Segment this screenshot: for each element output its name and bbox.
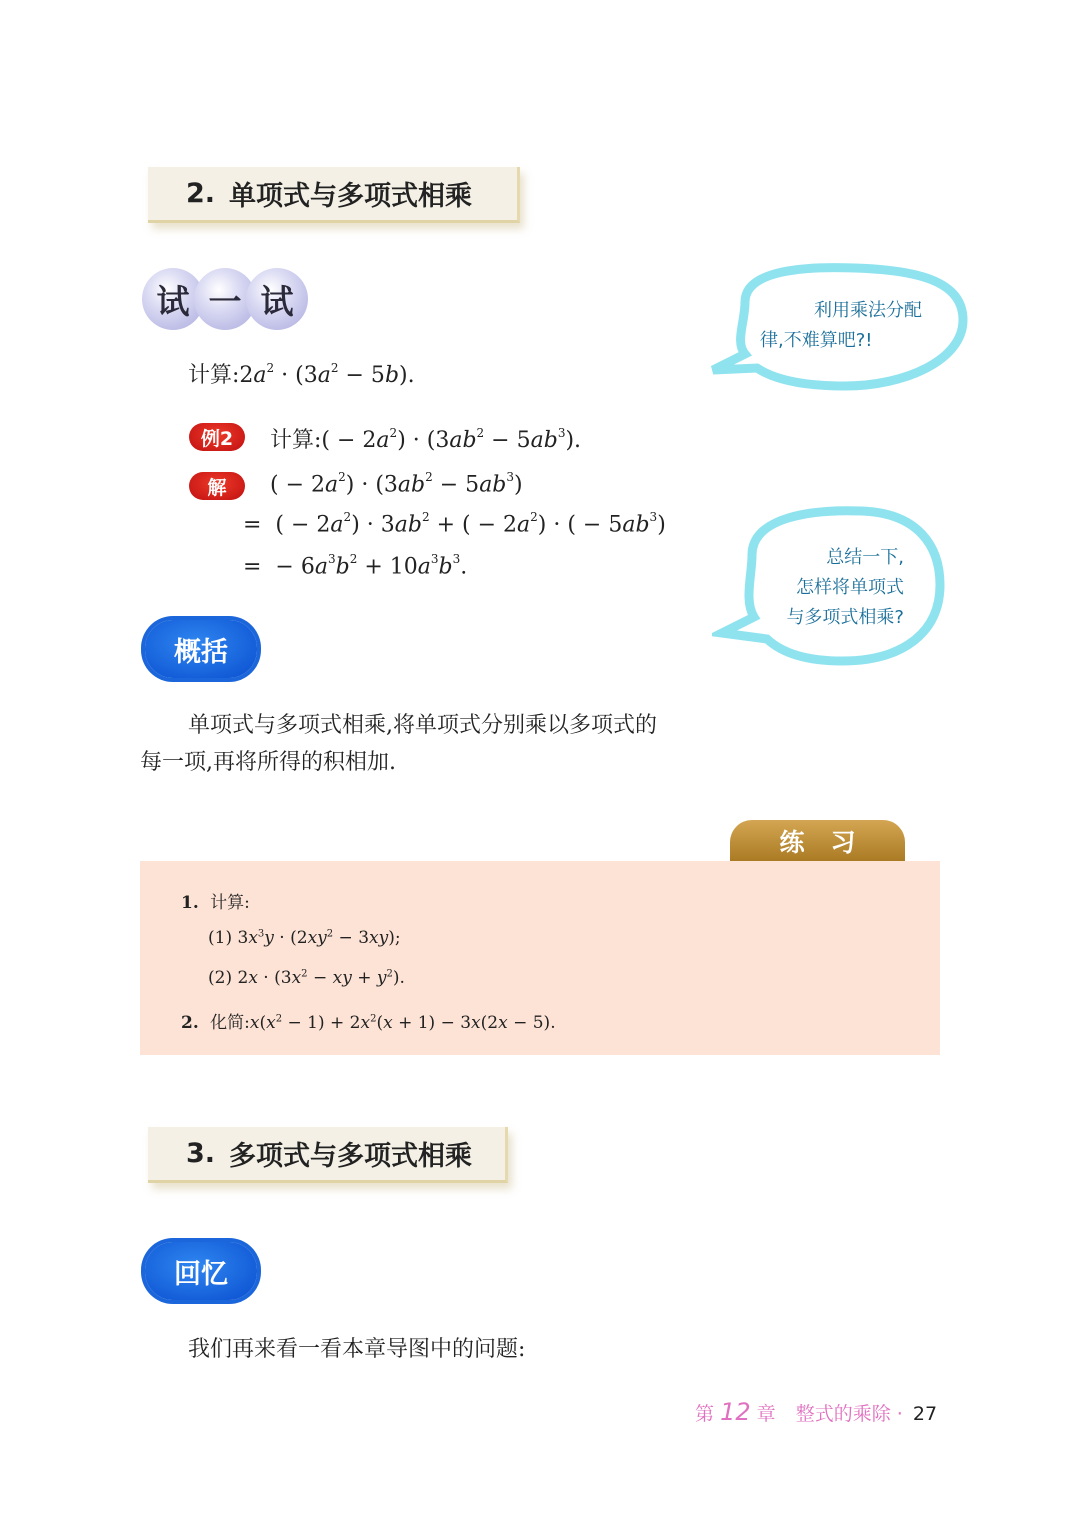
chapter-prefix: 第 bbox=[695, 1403, 715, 1425]
example-badge: 例2 bbox=[189, 423, 245, 451]
example-expression: 计算:( − $2a^2) \cdot (3ab^2 - 5ab^3)$. bbox=[270, 425, 582, 453]
summary-line-1: 单项式与多项式相乘,将单项式分别乘以多项式的 bbox=[188, 713, 657, 738]
solution-badge: 解 bbox=[189, 472, 245, 500]
practice-q1-part1: (1) $3x^3y \cdot (2xy^2 - 3xy)$; bbox=[208, 928, 401, 948]
bubble-1-text bbox=[740, 296, 922, 356]
practice-tab: 练习 bbox=[730, 820, 905, 862]
solution-line-1: ( − $2a^2) \cdot (3ab^2 - 5ab^3)$ bbox=[270, 470, 523, 498]
summary-badge: 概括 bbox=[145, 620, 257, 678]
practice-q1 bbox=[181, 888, 250, 913]
bubble-line: 总结一下, bbox=[826, 547, 904, 568]
solution-line-2: = ( − $2a^2) \cdot 3ab^2$ + ( − $2a^2$) · ( − $5ab^3$) bbox=[243, 510, 666, 538]
chapter-title: 整式的乘除 bbox=[795, 1403, 891, 1425]
bubble-line: 律,不难算吧?! bbox=[760, 330, 873, 351]
section-title: 单项式与多项式相乘 bbox=[229, 181, 473, 212]
section-2-heading bbox=[148, 167, 520, 223]
section-number: 3. bbox=[186, 1138, 216, 1169]
page-footer bbox=[695, 1398, 937, 1426]
try-char: 一 bbox=[208, 281, 242, 321]
try-circle-3 bbox=[246, 268, 308, 330]
chapter-suffix: 章 bbox=[756, 1403, 776, 1425]
section-3-heading bbox=[148, 1127, 508, 1183]
question-label: 计算: bbox=[210, 893, 250, 913]
practice-q1-part2: (2) $2x \cdot (3x^2$ − xy + $y^2$). bbox=[208, 968, 405, 988]
bubble-2-text bbox=[752, 543, 904, 633]
recall-text: 我们再来看一看本章导图中的问题: bbox=[188, 1337, 526, 1362]
bubble-line: 与多项式相乘? bbox=[786, 607, 904, 628]
bubble-line: 利用乘法分配 bbox=[814, 300, 922, 321]
footer-dot: · bbox=[896, 1403, 903, 1425]
practice-q2: 2. 化简$:x(x^2 - 1) + 2x^2(x + 1) - 3x(2x - 5)$. bbox=[181, 1013, 556, 1033]
summary-line-2: 每一项,再将所得的积相加. bbox=[140, 750, 396, 775]
question-label: 化简: bbox=[210, 1013, 250, 1033]
try-expression: 计算$:2a^2 \cdot (3a^2 - 5b)$. bbox=[188, 360, 415, 388]
try-char: 试 bbox=[156, 281, 190, 321]
question-number: 2. bbox=[181, 1013, 199, 1033]
section-title: 多项式与多项式相乘 bbox=[229, 1141, 473, 1172]
page-number: 27 bbox=[912, 1403, 938, 1425]
example-label: 计算: bbox=[270, 428, 322, 453]
question-number: 1. bbox=[181, 893, 199, 913]
chapter-number: 12 bbox=[720, 1398, 751, 1426]
section-number: 2. bbox=[186, 178, 216, 209]
solution-line-3: = − $6a^3b^2 + 10a^3b^3$. bbox=[243, 552, 468, 580]
try-label: 计算: bbox=[188, 363, 240, 388]
recall-badge: 回忆 bbox=[145, 1242, 257, 1300]
bubble-line: 怎样将单项式 bbox=[796, 577, 904, 598]
try-char: 试 bbox=[260, 281, 294, 321]
